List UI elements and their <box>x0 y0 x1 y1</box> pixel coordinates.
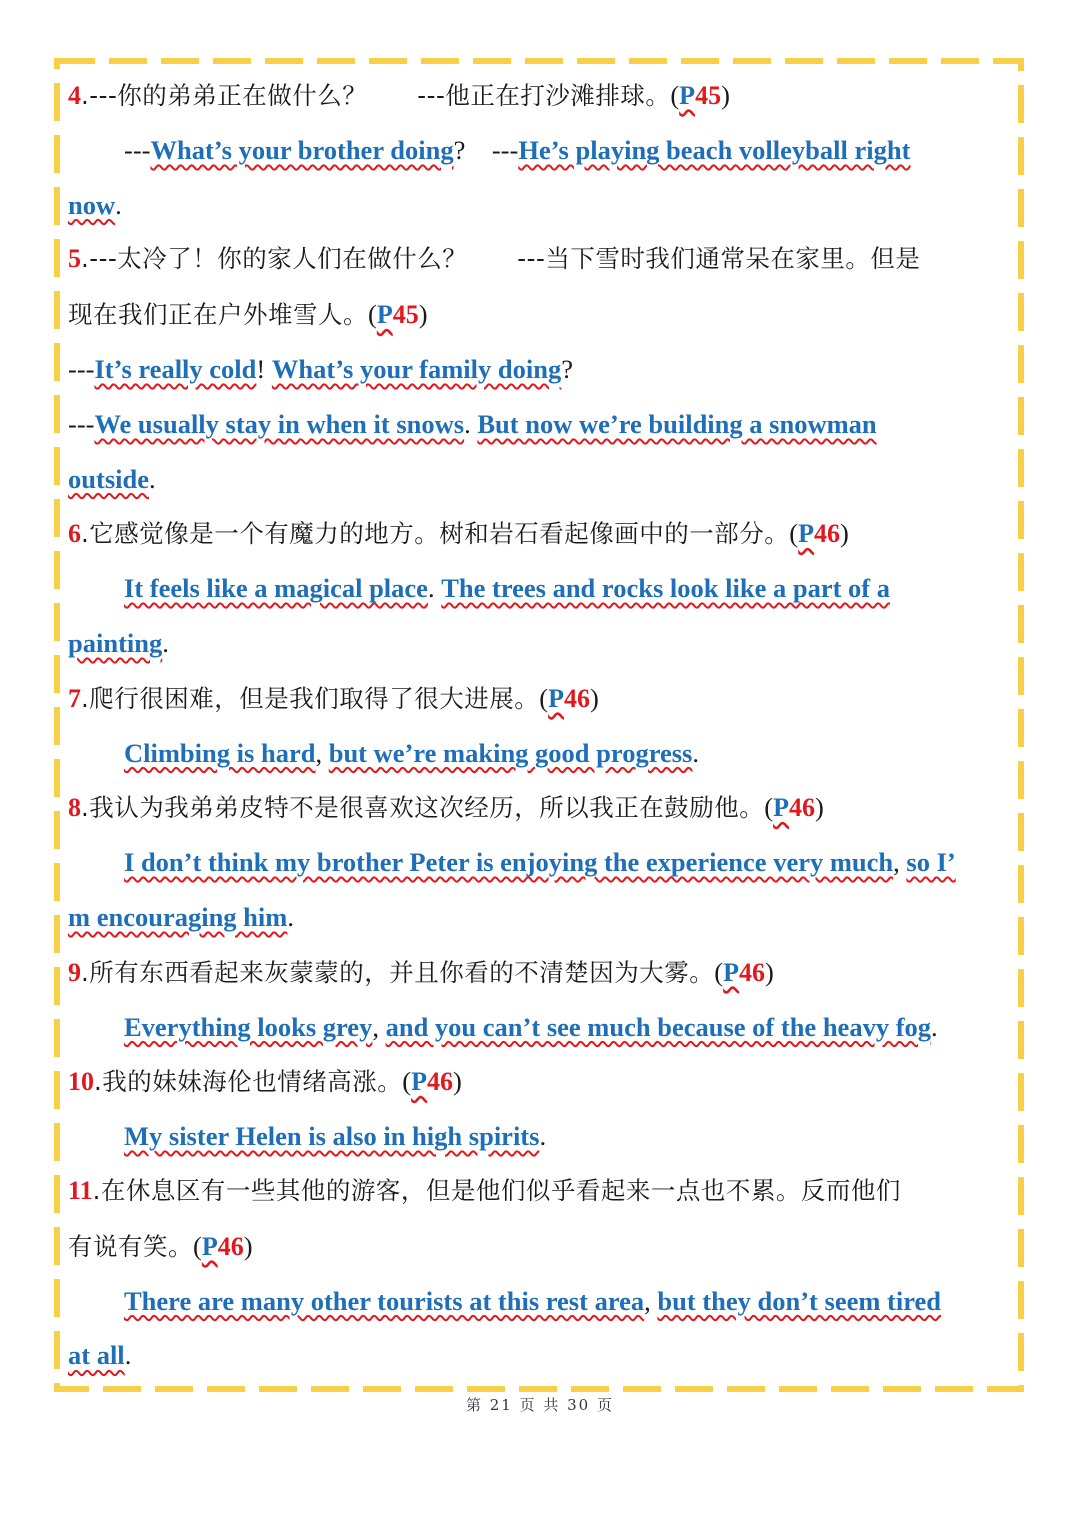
page-reference <box>193 1232 253 1261</box>
question-number: 6 <box>68 519 81 549</box>
page-number: 46 <box>564 683 591 713</box>
answer-punct: . <box>692 737 699 768</box>
page-number: 45 <box>392 300 419 330</box>
answer-line <box>68 1328 1013 1383</box>
answer-line <box>68 178 1013 233</box>
answer-english: but we’re making good progress <box>328 737 693 768</box>
page-prefix: P <box>201 1231 218 1261</box>
answer-prefix: --- <box>68 353 95 384</box>
page-prefix: P <box>376 300 393 330</box>
answer-line <box>68 1274 1013 1329</box>
page-prefix: P <box>723 957 740 987</box>
answer-punct: . <box>115 189 122 220</box>
answer-english: m encouraging him <box>68 901 288 932</box>
question-chinese: .所有东西看起来灰蒙蒙的，并且你看的不清楚因为大雾。 <box>81 957 715 987</box>
answer-line <box>68 835 1013 890</box>
answer-english: Everything looks grey <box>124 1011 373 1042</box>
answer-english: We usually stay in when it snows <box>94 408 465 439</box>
page-number: 46 <box>217 1231 244 1261</box>
paren-close: ) <box>453 1066 462 1097</box>
question-line <box>68 671 1013 726</box>
question-line <box>68 1054 1013 1109</box>
answer-line <box>68 726 1013 781</box>
paren-open: ( <box>539 682 549 713</box>
question-number: 11 <box>68 1175 93 1205</box>
paren-open: ( <box>402 1066 412 1097</box>
question-line <box>68 780 1013 835</box>
answer-english: What’s your family doing <box>271 353 562 384</box>
question-line <box>68 68 1013 123</box>
answer-punct: , <box>644 1285 658 1316</box>
question-chinese: .它感觉像是一个有魔力的地方。树和岩石看起像画中的一部分。 <box>81 519 790 549</box>
paren-close: ) <box>840 518 849 549</box>
paren-close: ) <box>590 682 599 713</box>
answer-punct: ? --- <box>453 134 519 165</box>
question-chinese: .---太冷了！你的家人们在做什么？ ---当下雪时我们通常呆在家里。但是 <box>81 244 921 274</box>
page-prefix: P <box>798 519 815 549</box>
question-chinese: .---你的弟弟正在做什么？ ---他正在打沙滩排球。 <box>81 81 671 110</box>
page-reference <box>539 684 599 713</box>
question-number: 4 <box>68 81 81 110</box>
paren-close: ) <box>765 956 774 987</box>
page-reference <box>764 793 824 822</box>
page-reference <box>670 81 730 110</box>
answer-punct: ! <box>256 353 272 384</box>
answer-line <box>68 890 1013 945</box>
answer-english: My sister Helen is also in high spirits <box>124 1121 540 1152</box>
page-reference <box>402 1067 462 1096</box>
answer-english: I don’t think my brother Peter is enjoying the experience very much <box>124 847 894 878</box>
page-prefix: P <box>548 683 565 713</box>
answer-line <box>68 342 1013 397</box>
answer-english: It’s really cold <box>94 353 257 384</box>
answer-english: Climbing is hard <box>124 737 316 768</box>
answer-english: at all <box>68 1340 125 1371</box>
answer-english: It feels like a magical place <box>124 573 428 604</box>
answer-punct: . <box>162 627 169 658</box>
page-prefix: P <box>411 1067 428 1097</box>
question-chinese: .我认为我弟弟皮特不是很喜欢这次经历，所以我正在鼓励他。 <box>81 793 765 823</box>
paren-close: ) <box>243 1230 253 1261</box>
question-number: 10 <box>68 1067 94 1097</box>
question-number: 5 <box>68 244 81 274</box>
answer-english: What’s your brother doing <box>150 134 454 165</box>
page-prefix: P <box>679 81 696 110</box>
paren-open: ( <box>714 956 724 987</box>
answer-punct: . <box>931 1011 938 1042</box>
page-prefix: P <box>773 793 790 823</box>
question-chinese: 现在我们正在户外堆雪人。 <box>68 300 368 330</box>
answer-punct: . <box>287 901 294 932</box>
answer-punct: . <box>464 408 478 439</box>
answer-line <box>68 123 1013 178</box>
page-footer: 第 21 页 共 30 页 <box>465 1396 614 1414</box>
paren-close: ) <box>815 792 824 823</box>
question-number: 9 <box>68 957 81 987</box>
page-reference <box>789 519 849 548</box>
answer-english: But now we’re building a snowman <box>477 408 877 439</box>
answer-punct: . <box>124 1340 132 1371</box>
question-line-continued <box>68 287 1013 342</box>
answer-english: outside <box>68 463 149 494</box>
answer-line <box>68 1109 1013 1164</box>
question-chinese: .爬行很困难，但是我们取得了很大进展。 <box>81 683 540 713</box>
answer-punct: , <box>893 847 907 878</box>
page-number: 46 <box>789 793 816 823</box>
question-number: 7 <box>68 683 81 713</box>
answer-english: and you can’t see much because of the heavy fog <box>385 1011 932 1042</box>
answer-english: now <box>68 189 116 220</box>
page-number: 46 <box>814 519 841 549</box>
paren-open: ( <box>193 1230 202 1261</box>
question-chinese: .我的妹妹海伦也情绪高涨。 <box>94 1067 403 1097</box>
exercise-list <box>68 68 1013 1383</box>
question-line <box>68 506 1013 561</box>
paren-open: ( <box>789 518 799 549</box>
paren-open: ( <box>670 80 680 110</box>
answer-prefix: --- <box>124 134 151 165</box>
answer-english: He’s playing beach volleyball right <box>518 134 911 165</box>
answer-punct: . <box>149 463 156 494</box>
answer-line <box>68 452 1013 507</box>
page-number: 46 <box>427 1067 454 1097</box>
page-reference <box>368 300 428 329</box>
page-reference <box>714 958 774 987</box>
question-chinese: .在休息区有一些其他的游客，但是他们似乎看起来一点也不累。反而他们 <box>92 1175 901 1205</box>
answer-english: The trees and rocks look like a part of a <box>441 573 890 604</box>
answer-english: but they don’t seem tired <box>657 1285 942 1316</box>
answer-english: so I’ <box>906 847 956 878</box>
question-line <box>68 945 1013 1000</box>
answer-line <box>68 1000 1013 1055</box>
answer-punct: ? <box>561 353 573 384</box>
answer-line <box>68 397 1013 452</box>
question-line <box>68 232 1013 287</box>
answer-punct: . <box>539 1121 547 1152</box>
question-line-continued <box>68 1219 1013 1274</box>
answer-english: There are many other tourists at this rest area <box>124 1285 645 1316</box>
answer-punct: , <box>315 737 329 768</box>
answer-punct: , <box>372 1011 386 1042</box>
page-number: 46 <box>739 957 766 987</box>
page-number: 45 <box>695 81 722 110</box>
paren-close: ) <box>418 299 428 330</box>
question-line <box>68 1164 1013 1219</box>
answer-punct: . <box>427 573 442 604</box>
question-chinese: 有说有笑。 <box>68 1231 193 1261</box>
answer-line <box>68 616 1013 671</box>
answer-line <box>68 561 1013 616</box>
question-number: 8 <box>68 793 81 823</box>
paren-open: ( <box>368 299 377 330</box>
paren-open: ( <box>764 792 774 823</box>
answer-prefix: --- <box>68 408 95 439</box>
paren-close: ) <box>721 80 730 110</box>
answer-english: painting <box>68 627 163 658</box>
